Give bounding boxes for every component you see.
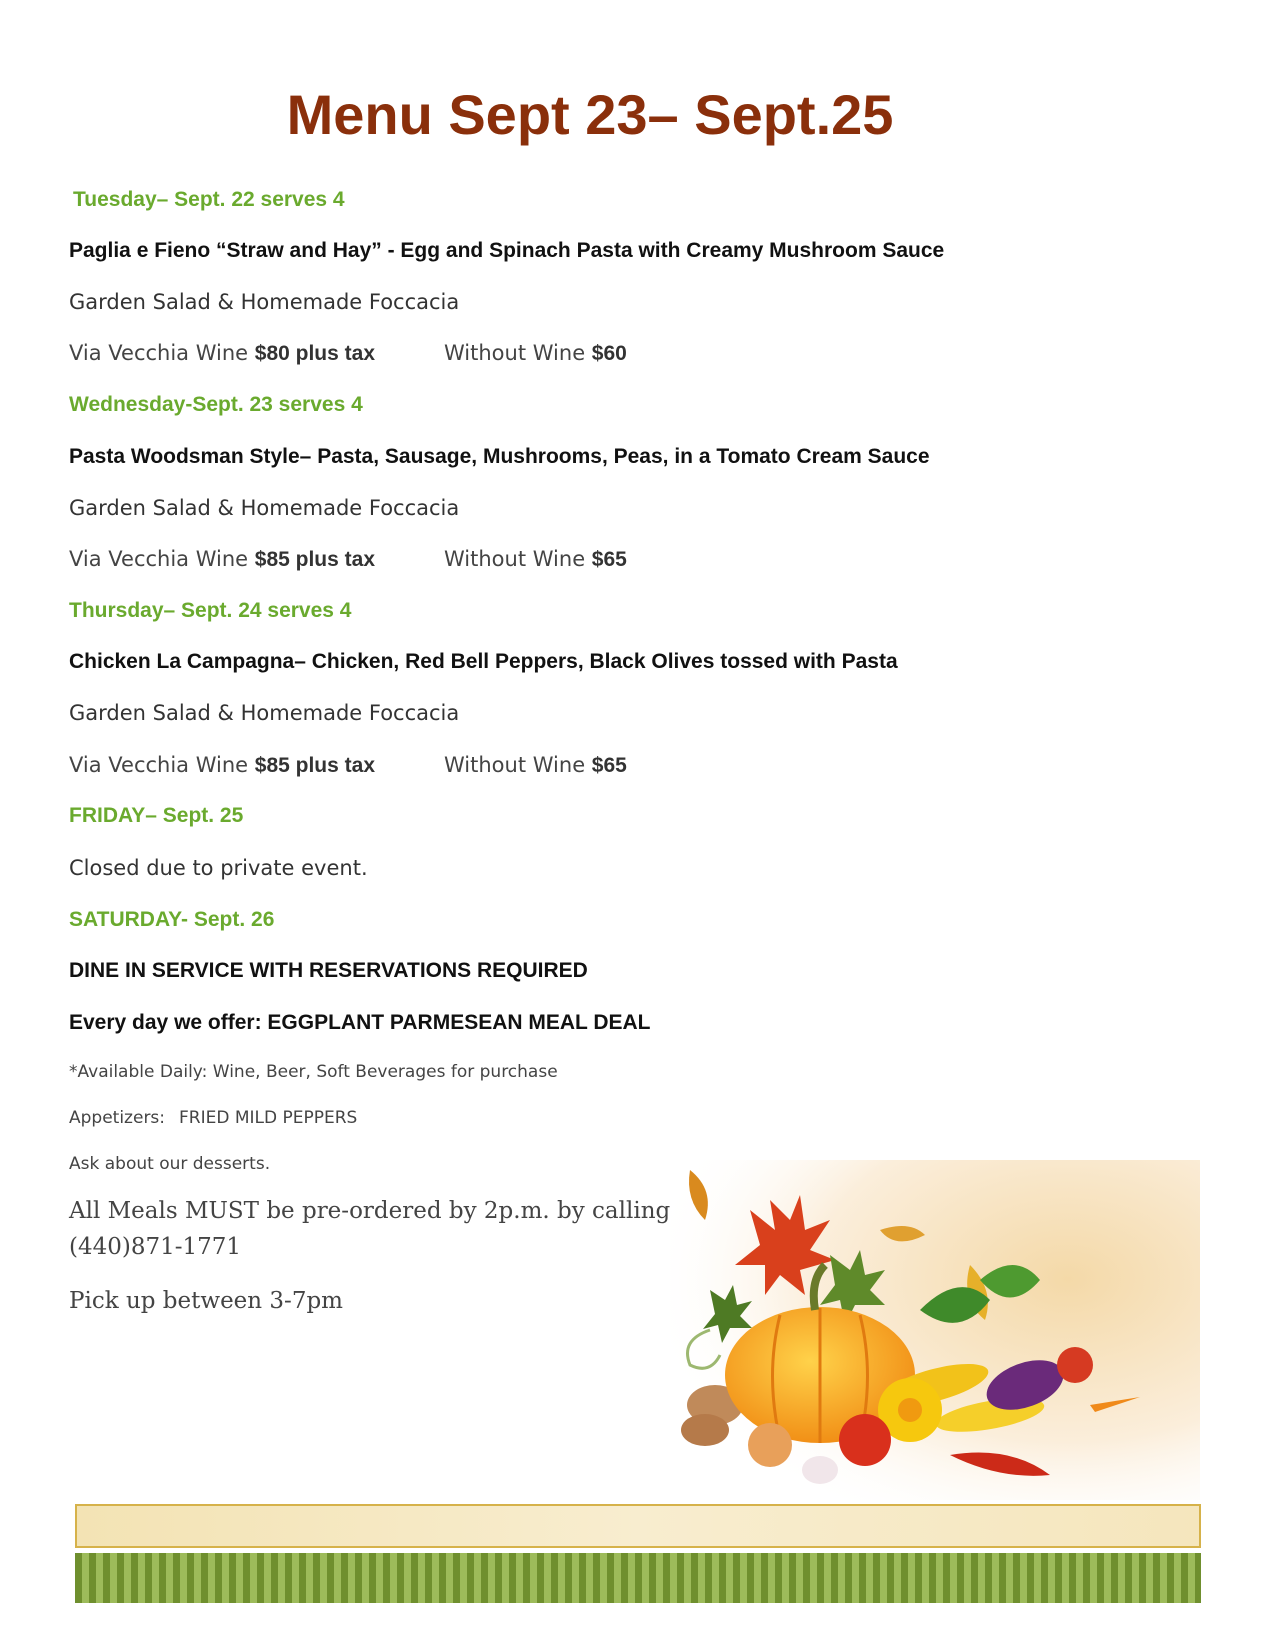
day-heading-friday: FRIDAY– Sept. 25 xyxy=(69,804,244,827)
no-wine-price: $65 xyxy=(591,548,627,571)
sides-wednesday: Garden Salad & Homemade Foccacia xyxy=(69,496,460,520)
available-daily: *Available Daily: Wine, Beer, Soft Beverages for purchase xyxy=(69,1062,558,1082)
potato-icon xyxy=(681,1414,729,1446)
wine-price: $85 plus tax xyxy=(254,754,375,777)
day-heading-thursday: Thursday– Sept. 24 serves 4 xyxy=(69,599,352,622)
sides-thursday: Garden Salad & Homemade Foccacia xyxy=(69,701,460,725)
dish-tuesday: Paglia e Fieno “Straw and Hay” - Egg and Spinach Pasta with Creamy Mushroom Sauce xyxy=(69,239,945,262)
harvest-illustration xyxy=(670,1160,1200,1500)
day-heading-saturday: SATURDAY- Sept. 26 xyxy=(69,908,275,931)
footer-band-cream xyxy=(75,1504,1201,1548)
footer-band-stripes xyxy=(75,1553,1201,1603)
every-day-offer: Every day we offer: EGGPLANT PARMESEAN MEAL DEAL xyxy=(69,1011,651,1034)
no-wine-label: Without Wine xyxy=(444,753,592,777)
day-heading-wednesday: Wednesday-Sept. 23 serves 4 xyxy=(69,393,363,416)
no-wine-price: $60 xyxy=(591,342,627,365)
garlic-icon xyxy=(802,1456,838,1484)
day-heading-tuesday: Tuesday– Sept. 22 serves 4 xyxy=(73,188,345,211)
no-wine-price: $65 xyxy=(591,754,627,777)
price-row-thursday xyxy=(69,753,869,778)
saturday-note: DINE IN SERVICE WITH RESERVATIONS REQUIRED xyxy=(69,959,588,982)
wine-price: $80 plus tax xyxy=(254,342,375,365)
squash-center xyxy=(898,1398,922,1422)
appetizers-line xyxy=(69,1108,357,1128)
price-row-wednesday xyxy=(69,547,869,572)
price-row-tuesday xyxy=(69,341,869,366)
appetizers-label: Appetizers: xyxy=(69,1108,166,1128)
appetizers-value: FRIED MILD PEPPERS xyxy=(179,1108,358,1128)
wine-label: Via Vecchia Wine xyxy=(69,547,255,571)
dish-wednesday: Pasta Woodsman Style– Pasta, Sausage, Mushrooms, Peas, in a Tomato Cream Sauce xyxy=(69,445,930,468)
no-wine-label: Without Wine xyxy=(444,547,592,571)
phone-number: (440)871-1771 xyxy=(69,1234,242,1260)
sides-tuesday: Garden Salad & Homemade Foccacia xyxy=(69,290,460,314)
tomato-icon xyxy=(839,1414,891,1466)
desserts-note: Ask about our desserts. xyxy=(69,1154,271,1174)
pickup-time: Pick up between 3-7pm xyxy=(69,1288,343,1314)
preorder-text: All Meals MUST be pre-ordered by 2p.m. by calling xyxy=(69,1198,671,1224)
dish-thursday: Chicken La Campagna– Chicken, Red Bell Peppers, Black Olives tossed with Pasta xyxy=(69,650,898,673)
wine-price: $85 plus tax xyxy=(254,548,375,571)
tomato-icon xyxy=(1057,1347,1093,1383)
wine-label: Via Vecchia Wine xyxy=(69,341,255,365)
onion-icon xyxy=(748,1423,792,1467)
page-title: Menu Sept 23– Sept.25 xyxy=(286,83,894,146)
wine-label: Via Vecchia Wine xyxy=(69,753,255,777)
friday-note: Closed due to private event. xyxy=(69,856,368,880)
no-wine-label: Without Wine xyxy=(444,341,592,365)
